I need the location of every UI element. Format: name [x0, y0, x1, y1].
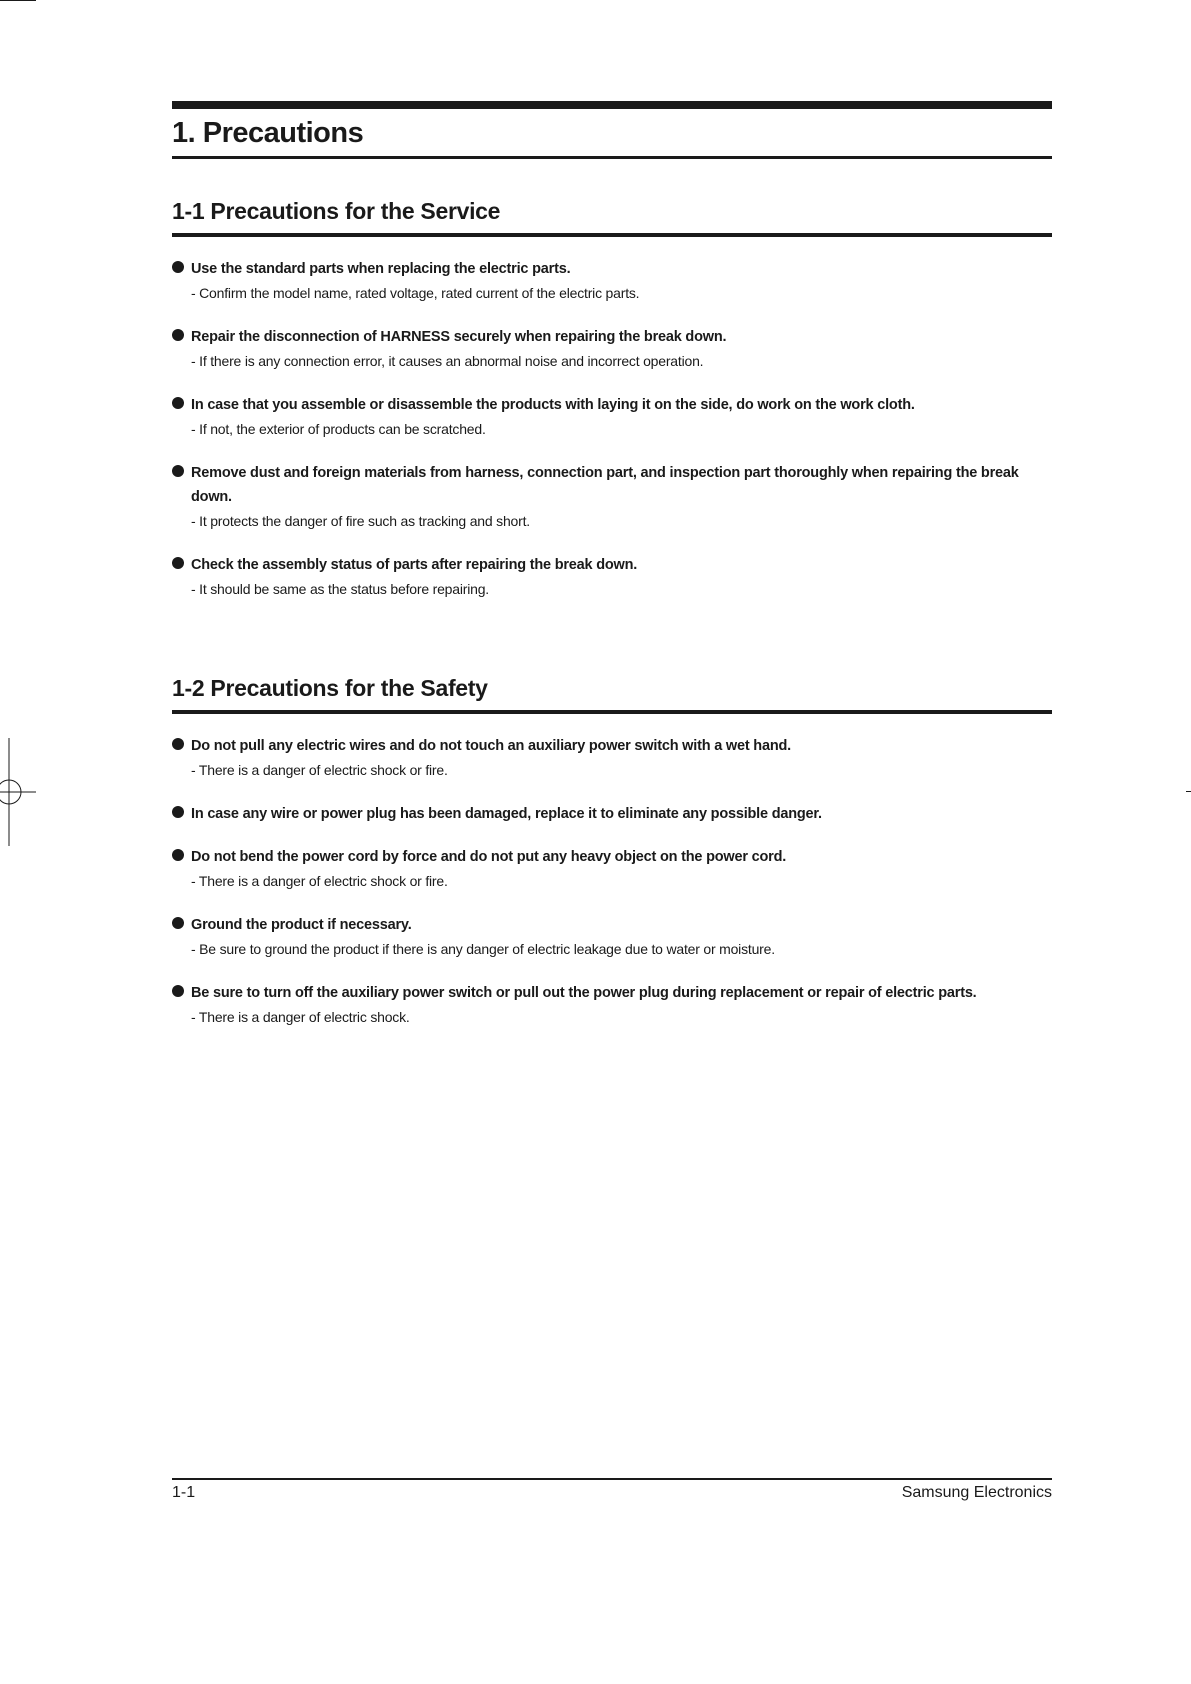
item-note: - If there is any connection error, it causes an abnormal noise and incorrect operation. — [191, 353, 704, 369]
list-item — [172, 913, 1052, 962]
list-item — [172, 553, 1052, 602]
item-note: - It protects the danger of fire such as tracking and short. — [191, 513, 530, 529]
bullet-icon — [172, 738, 184, 750]
item-note: - If not, the exterior of products can be scratched. — [191, 421, 486, 437]
crop-mark-top — [0, 0, 36, 1]
page-number: 1-1 — [172, 1484, 196, 1501]
bullet-icon — [172, 557, 184, 569]
list-item — [172, 981, 1052, 1030]
item-note: - There is a danger of electric shock. — [191, 1009, 410, 1025]
section-title: 1-1 Precautions for the Service — [172, 197, 1052, 237]
section-title: 1-2 Precautions for the Safety — [172, 674, 1052, 714]
crop-mark-right — [1186, 791, 1191, 792]
item-note: - It should be same as the status before repairing. — [191, 581, 489, 597]
item-note: - Confirm the model name, rated voltage, rated current of the electric parts. — [191, 285, 640, 301]
page-footer — [172, 1478, 1052, 1506]
bullet-icon — [172, 465, 184, 477]
list-item — [172, 802, 1052, 826]
list-item — [172, 257, 1052, 306]
section-service — [172, 197, 1052, 602]
section-safety — [172, 674, 1052, 1030]
item-title: Ground the product if necessary. — [191, 917, 412, 933]
manual-page — [172, 101, 1052, 1049]
bullet-icon — [172, 806, 184, 818]
precaution-list — [172, 257, 1052, 602]
list-item — [172, 734, 1052, 783]
item-title: Repair the disconnection of HARNESS securely when repairing the break down. — [191, 329, 727, 345]
item-title: Be sure to turn off the auxiliary power switch or pull out the power plug during replacement or repair of electric parts. — [191, 985, 977, 1001]
item-title: In case that you assemble or disassemble the products with laying it on the side, do work on the work cloth. — [191, 397, 915, 413]
chapter-rule — [172, 101, 1052, 109]
list-item — [172, 393, 1052, 442]
bullet-icon — [172, 849, 184, 861]
list-item — [172, 325, 1052, 374]
list-item — [172, 461, 1052, 534]
bullet-icon — [172, 397, 184, 409]
bullet-icon — [172, 329, 184, 341]
footer-brand: Samsung Electronics — [901, 1484, 1052, 1501]
bullet-icon — [172, 917, 184, 929]
item-title: In case any wire or power plug has been damaged, replace it to eliminate any possible danger. — [191, 806, 822, 822]
item-title: Check the assembly status of parts after repairing the break down. — [191, 557, 638, 573]
item-title: Remove dust and foreign materials from harness, connection part, and inspection part thoroughly when repairing the break down. — [191, 465, 1019, 505]
bullet-icon — [172, 985, 184, 997]
item-note: - There is a danger of electric shock or fire. — [191, 873, 448, 889]
registration-mark-icon — [0, 738, 36, 846]
bullet-icon — [172, 261, 184, 273]
item-title: Do not pull any electric wires and do not touch an auxiliary power switch with a wet hand. — [191, 738, 791, 754]
list-item — [172, 845, 1052, 894]
item-note: - Be sure to ground the product if there is any danger of electric leakage due to water or moisture. — [191, 941, 775, 957]
chapter-title: 1. Precautions — [172, 116, 1052, 159]
item-note: - There is a danger of electric shock or fire. — [191, 762, 448, 778]
item-title: Do not bend the power cord by force and do not put any heavy object on the power cord. — [191, 849, 787, 865]
item-title: Use the standard parts when replacing the electric parts. — [191, 261, 571, 277]
precaution-list — [172, 734, 1052, 1030]
